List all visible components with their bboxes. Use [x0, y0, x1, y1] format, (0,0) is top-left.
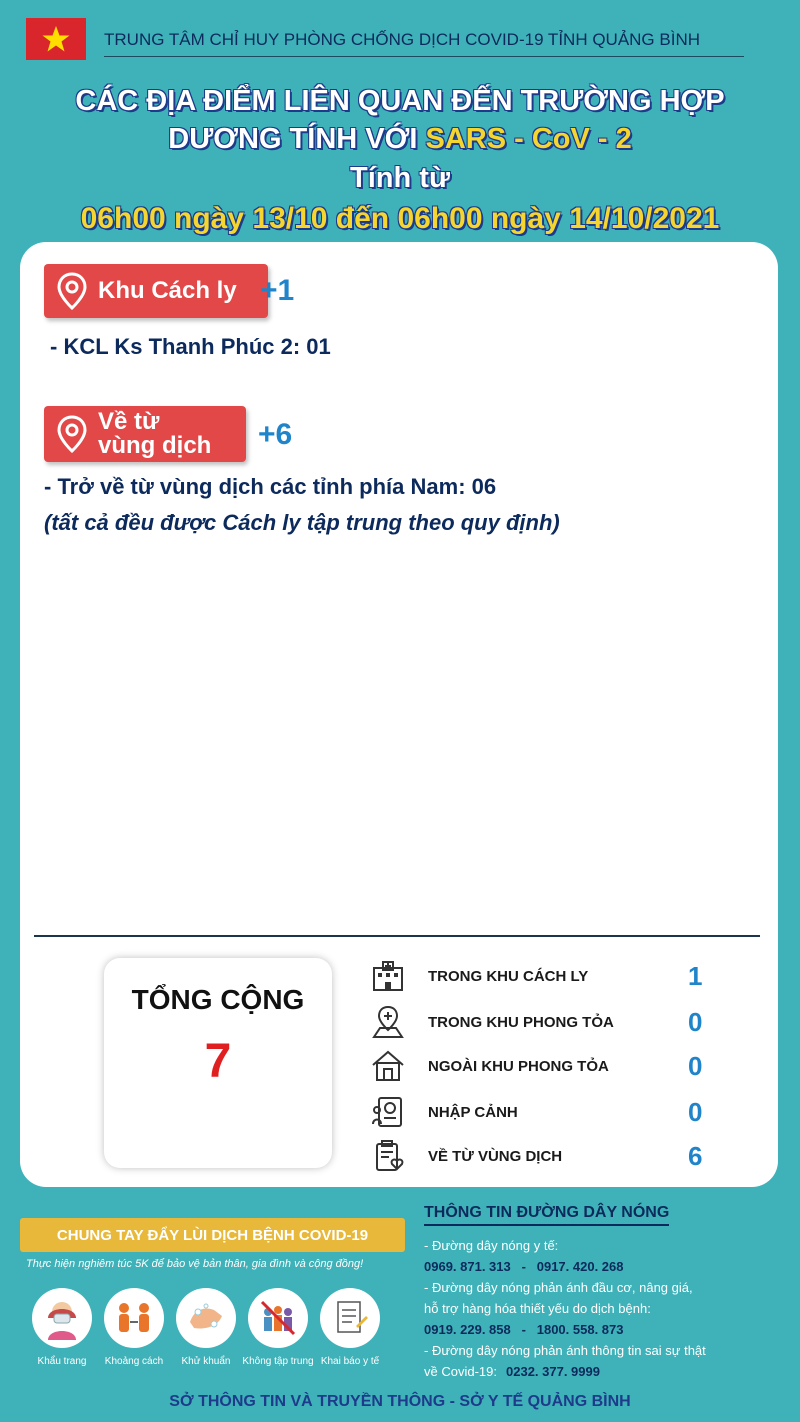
tag-label-line-2: vùng dịch: [98, 432, 212, 459]
location-pin-icon: [54, 414, 90, 454]
title-line-1: CÁC ĐỊA ĐIỂM LIÊN QUAN ĐẾN TRƯỜNG HỢP: [75, 85, 725, 117]
stat-label: NGOÀI KHU PHONG TỎA: [428, 1057, 609, 1075]
hotline-fake-news-label-2: về Covid-19:: [424, 1364, 497, 1379]
stat-value: 6: [688, 1140, 703, 1171]
total-label: TỔNG CỘNG: [131, 984, 305, 1015]
total-box: [104, 958, 332, 1168]
tag-returned-from-epidemic-zone: [44, 406, 246, 462]
footer: SỞ THÔNG TIN VÀ TRUYỀN THÔNG - SỞ Y TẾ QUẢNG BÌNH: [169, 1393, 631, 1410]
campaign-item-label: Không tập trung: [242, 1356, 314, 1367]
health-declaration-icon: [320, 1288, 380, 1348]
virus-name: SARS - CoV - 2: [425, 123, 632, 155]
campaign-subtitle: Thực hiện nghiêm túc 5K để bảo vệ bản thân, gia đình và cộng đồng!: [26, 1258, 364, 1270]
stat-value: 0: [688, 1050, 703, 1081]
divider: [34, 935, 760, 937]
organization-name: TRUNG TÂM CHỈ HUY PHÒNG CHỐNG DỊCH COVID-19 TỈNH QUẢNG BÌNH: [104, 30, 744, 57]
title-line-2-prefix: DƯƠNG TÍNH VỚI: [168, 123, 426, 155]
no-gathering-icon: [248, 1288, 308, 1348]
mask-icon: [32, 1288, 92, 1348]
stat-row-entry: [368, 1092, 738, 1132]
stat-row-epidemic-zone: [368, 1136, 738, 1176]
clipboard-icon: [368, 1136, 408, 1176]
map-pin-icon: [368, 1002, 408, 1042]
campaign-item-label: Khử khuẩn: [181, 1356, 231, 1367]
tag-label-line-1: Về từ: [98, 408, 160, 435]
list-item: - Trở về từ vùng dịch các tỉnh phía Nam: 06: [44, 474, 497, 499]
list-item: - KCL Ks Thanh Phúc 2: 01: [50, 334, 331, 359]
stat-value: 1: [688, 960, 703, 991]
stat-label: VỀ TỪ VÙNG DỊCH: [428, 1147, 563, 1165]
location-pin-icon: [54, 271, 90, 311]
stat-label: TRONG KHU CÁCH LY: [428, 967, 589, 985]
campaign-banner: CHUNG TAY ĐẨY LÙI DỊCH BỆNH COVID-19: [20, 1218, 405, 1252]
stat-label: TRONG KHU PHONG TỎA: [428, 1013, 614, 1031]
title-line-2: [0, 120, 800, 158]
hospital-icon: [368, 956, 408, 996]
stat-row-quarantine: [368, 956, 738, 996]
hotline-medical-numbers: 0969. 871. 313 - 0917. 420. 268: [424, 1259, 624, 1274]
hotline-price-numbers: 0919. 229. 858 - 1800. 558. 873: [424, 1322, 624, 1337]
delta-count: +6: [258, 418, 293, 451]
stat-row-lockdown-outside: [368, 1046, 738, 1086]
tag-label: Khu Cách ly: [98, 277, 237, 304]
campaign-item-label: Khoảng cách: [104, 1356, 164, 1367]
stat-value: 0: [688, 1096, 703, 1127]
hotline-fake-news-label-1: - Đường dây nóng phản ánh thông tin sai sự thật: [424, 1343, 706, 1358]
note: (tất cả đều được Cách ly tập trung theo quy định): [44, 510, 560, 535]
hotline-medical-label: - Đường dây nóng y tế:: [424, 1238, 559, 1253]
house-icon: [368, 1046, 408, 1086]
distance-icon: [104, 1288, 164, 1348]
hand-wash-icon: [176, 1288, 236, 1348]
title-line-3: Tính từ: [350, 162, 450, 194]
page-title: [0, 82, 800, 240]
stat-row-lockdown-inside: [368, 1002, 738, 1042]
delta-count: +1: [260, 274, 295, 307]
date-range: 06h00 ngày 13/10 đến 06h00 ngày 14/10/2021: [80, 202, 720, 235]
stat-value: 0: [688, 1006, 703, 1037]
vietnam-flag-icon: [26, 18, 86, 60]
hotline-price-label-2: hỗ trợ hàng hóa thiết yếu do dịch bệnh:: [424, 1301, 651, 1316]
content-card: [20, 242, 778, 1187]
passport-icon: [368, 1092, 408, 1132]
hotline-title: THÔNG TIN ĐƯỜNG DÂY NÓNG: [424, 1204, 669, 1226]
tag-label: [98, 410, 211, 458]
campaign-item-label: Khai báo y tế: [320, 1356, 380, 1367]
stat-label: NHẬP CẢNH: [428, 1103, 518, 1121]
hotline-fake-news-number: 0232. 377. 9999: [506, 1364, 600, 1379]
total-value: 7: [204, 1035, 232, 1088]
tag-quarantine-area: [44, 264, 268, 318]
hotline-price-label-1: - Đường dây nóng phản ánh đầu cơ, nâng giá,: [424, 1280, 693, 1295]
campaign-item-label: Khẩu trang: [37, 1356, 87, 1367]
